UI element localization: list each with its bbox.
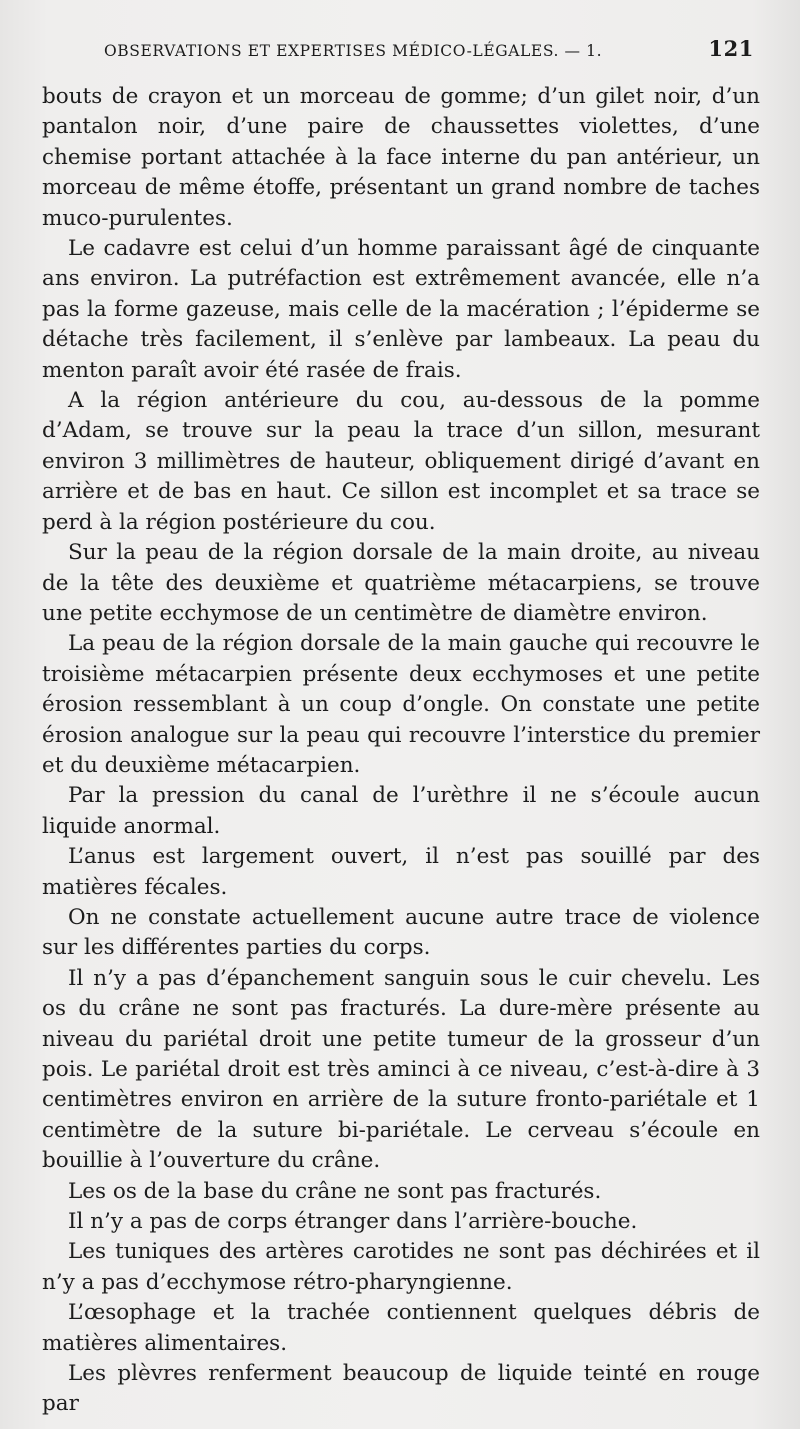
paragraph-continued: bouts de crayon et un morceau de gomme; d’un gilet noir, d’un pantalon noir, d’une paire de chaussettes violettes, d’une chemise portant attachée à la face interne du pan antérieur, un morceau de même étoffe, présentant un grand nombre de taches muco-purulentes. <box>42 84 760 231</box>
paragraph: Les os de la base du crâne ne sont pas fracturés. <box>68 1178 602 1204</box>
paragraph: Il n’y a pas d’épanchement sanguin sous le cuir chevelu. Les os du crâne ne sont pas fracturés. La dure-mère présente au niveau du pariétal droit une petite tumeur de la grosseur d’un pois. Le pariétal droit est très aminci à ce niveau, c’est-à-dire à 3 centimètres environ en arrière de la suture fronto-pariétale et 1 centimètre de la suture bi-pariétale. Le cerveau s’écoule en bouillie à l’ouverture du crâne. <box>42 965 760 1174</box>
body-text <box>42 82 760 1420</box>
paragraph: Sur la peau de la région dorsale de la main droite, au niveau de la tête des deuxième et quatrième métacarpiens, se trouve une petite ecchymose de un centimètre de diamètre environ. <box>42 540 760 626</box>
paragraph: L’anus est largement ouvert, il n’est pas souillé par des matières fécales. <box>42 844 760 900</box>
running-header <box>104 36 754 61</box>
paragraph: On ne constate actuellement aucune autre trace de violence sur les différentes parties du corps. <box>42 904 760 961</box>
paragraph: Par la pression du canal de l’urèthre il ne s’écoule aucun liquide anormal. <box>42 783 760 839</box>
paragraph: Les tuniques des artères carotides ne sont pas déchirées et il n’y a pas d’ecchymose rétro-pharyngienne. <box>42 1239 760 1295</box>
paragraph: A la région antérieure du cou, au-dessous de la pomme d’Adam, se trouve sur la peau la trace d’un sillon, mesurant environ 3 millimètres de hauteur, obliquement dirigé d’avant en arrière et de bas en haut. Ce sillon est incomplet et sa trace se perd à la région postérieure du cou. <box>42 388 760 535</box>
paragraph: Les plèvres renferment beaucoup de liquide teinté en rouge par <box>42 1361 760 1417</box>
page-number: 121 <box>708 36 754 61</box>
running-title: OBSERVATIONS ET EXPERTISES MÉDICO-LÉGALES. — 1. <box>104 42 603 60</box>
paragraph: L’œsophage et la trachée contiennent quelques débris de matières alimentaires. <box>42 1300 760 1356</box>
paragraph: Le cadavre est celui d’un homme paraissant âgé de cinquante ans environ. La putréfaction est extrêmement avancée, elle n’a pas la forme gazeuse, mais celle de la macération ; l’épiderme se détache très facilement, il s’enlève par lambeaux. La peau du menton paraît avoir été rasée de frais. <box>42 236 760 383</box>
paragraph: La peau de la région dorsale de la main gauche qui recouvre le troisième métacarpien présente deux ecchymoses et une petite érosion ressemblant à un coup d’ongle. On constate une petite érosion analogue sur la peau qui recouvre l’interstice du premier et du deuxième métacarpien. <box>42 631 760 778</box>
paragraph: Il n’y a pas de corps étranger dans l’arrière-bouche. <box>68 1209 638 1235</box>
